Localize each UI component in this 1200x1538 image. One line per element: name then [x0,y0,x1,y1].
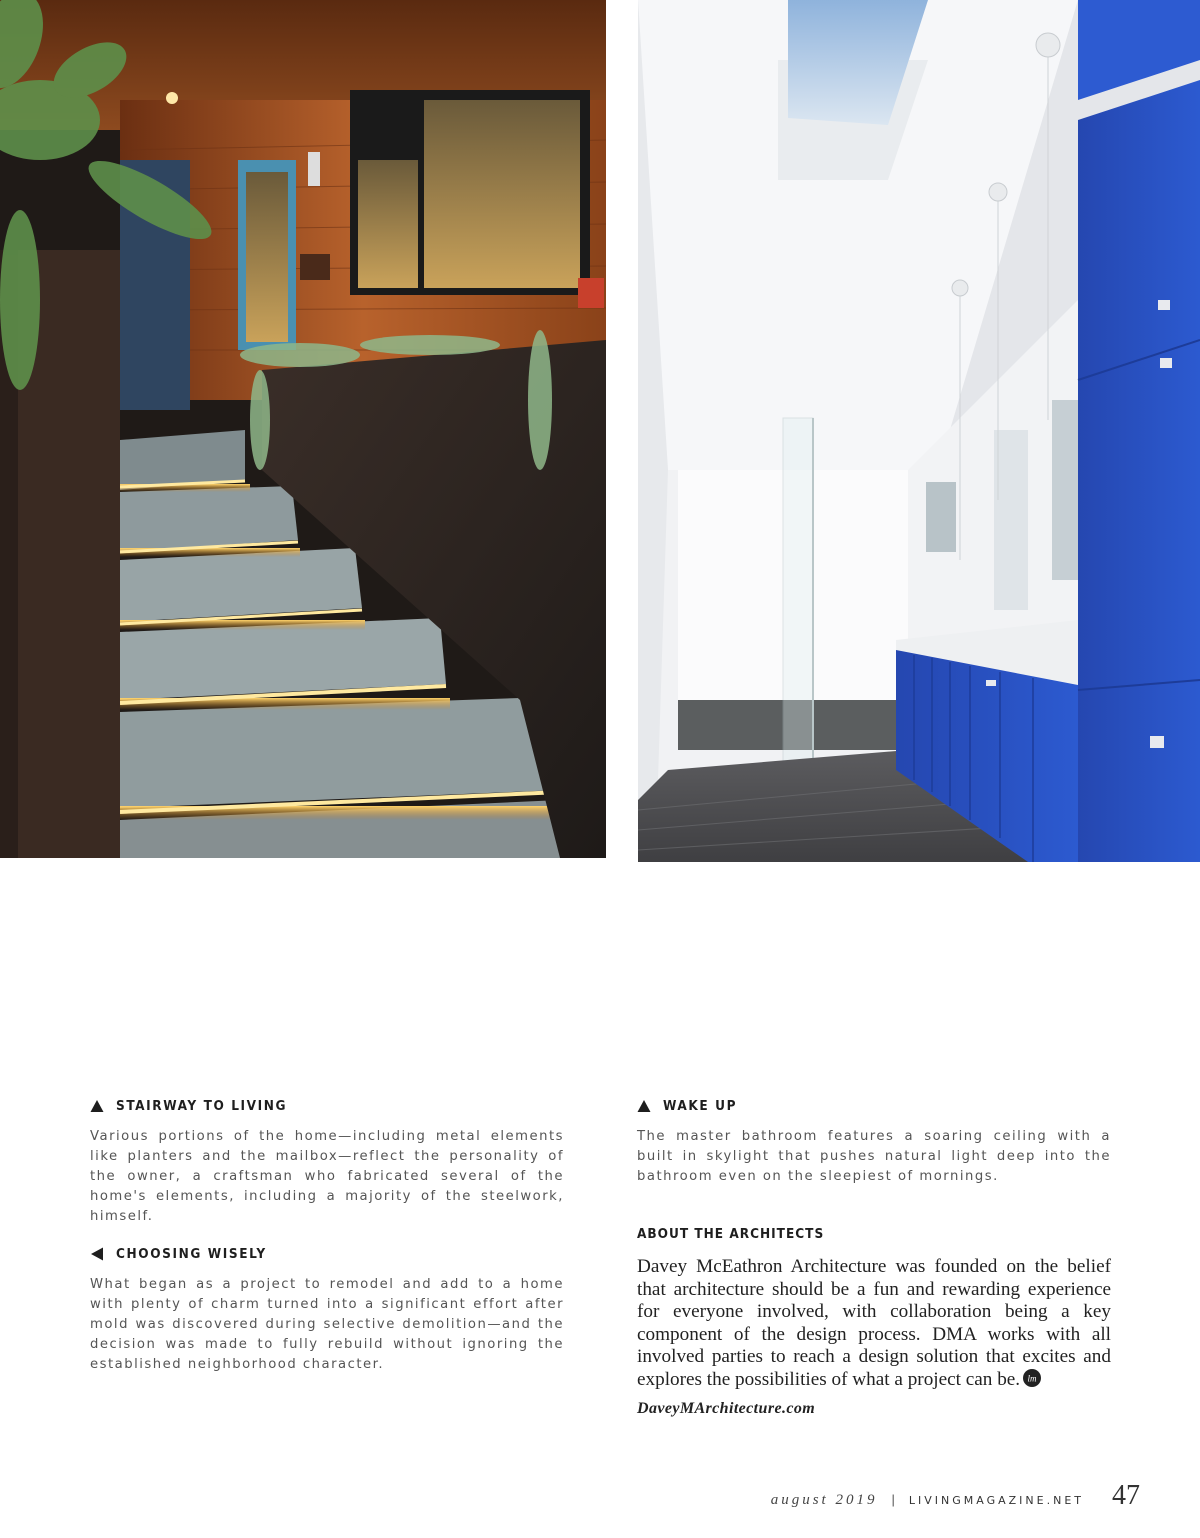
caption-stairway [90,1097,564,1227]
architect-website-link[interactable]: DaveyMArchitecture.com [637,1400,816,1417]
stairway-photo [0,0,606,858]
about-heading: ABOUT THE ARCHITECTS [637,1226,825,1242]
page-number: 47 [1112,1480,1140,1511]
caption-header [90,1245,564,1263]
caption-choosing-wisely [90,1245,564,1375]
caption-text: Various portions of the home—including metal elements like planters and the mailbox—reflect the personality of the owner, a craftsman who fabricated several of the home's elements, including a majority of the steelwork, himself. [90,1129,564,1224]
caption-text: The master bathroom features a soaring ceiling with a built in skylight that pushes natural light deep into the bathroom even on the sleepiest of mornings. [637,1129,1111,1184]
triangle-up-icon [637,1099,653,1113]
lm-logo-icon [1023,1369,1041,1387]
page-footer [771,1480,1140,1512]
about-body-text: Davey McEathron Architecture was founded on the belief that architecture should be a fun and rewarding experience for everyone involved, with collaboration being a key component of the design process. DMA works with all involved parties to reach a design solution that excites and explores the possibilities of what a project can be. [637,1256,1111,1390]
bathroom-photo [638,0,1200,862]
svg-text:lm: lm [1027,1373,1037,1383]
caption-header [90,1097,564,1115]
caption-title: CHOOSING WISELY [116,1246,267,1262]
issue-date: august 2019 [770,1492,878,1508]
caption-wake-up [637,1097,1111,1187]
footer-separator: | [891,1492,895,1507]
caption-header [637,1097,1111,1115]
caption-text: What began as a project to remodel and add to a home with plenty of charm turned into a significant effort after mold was discovered during selective demolition—and the decision was made to fully rebuild without ignoring the established neighborhood character. [90,1277,564,1372]
magazine-website[interactable]: LIVINGMAGAZINE.NET [908,1494,1084,1507]
caption-title: WAKE UP [663,1098,738,1114]
about-body [637,1256,1111,1391]
about-architects-section [637,1226,1111,1418]
caption-title: STAIRWAY TO LIVING [116,1098,288,1114]
triangle-left-icon [90,1247,106,1261]
triangle-up-icon [90,1099,106,1113]
